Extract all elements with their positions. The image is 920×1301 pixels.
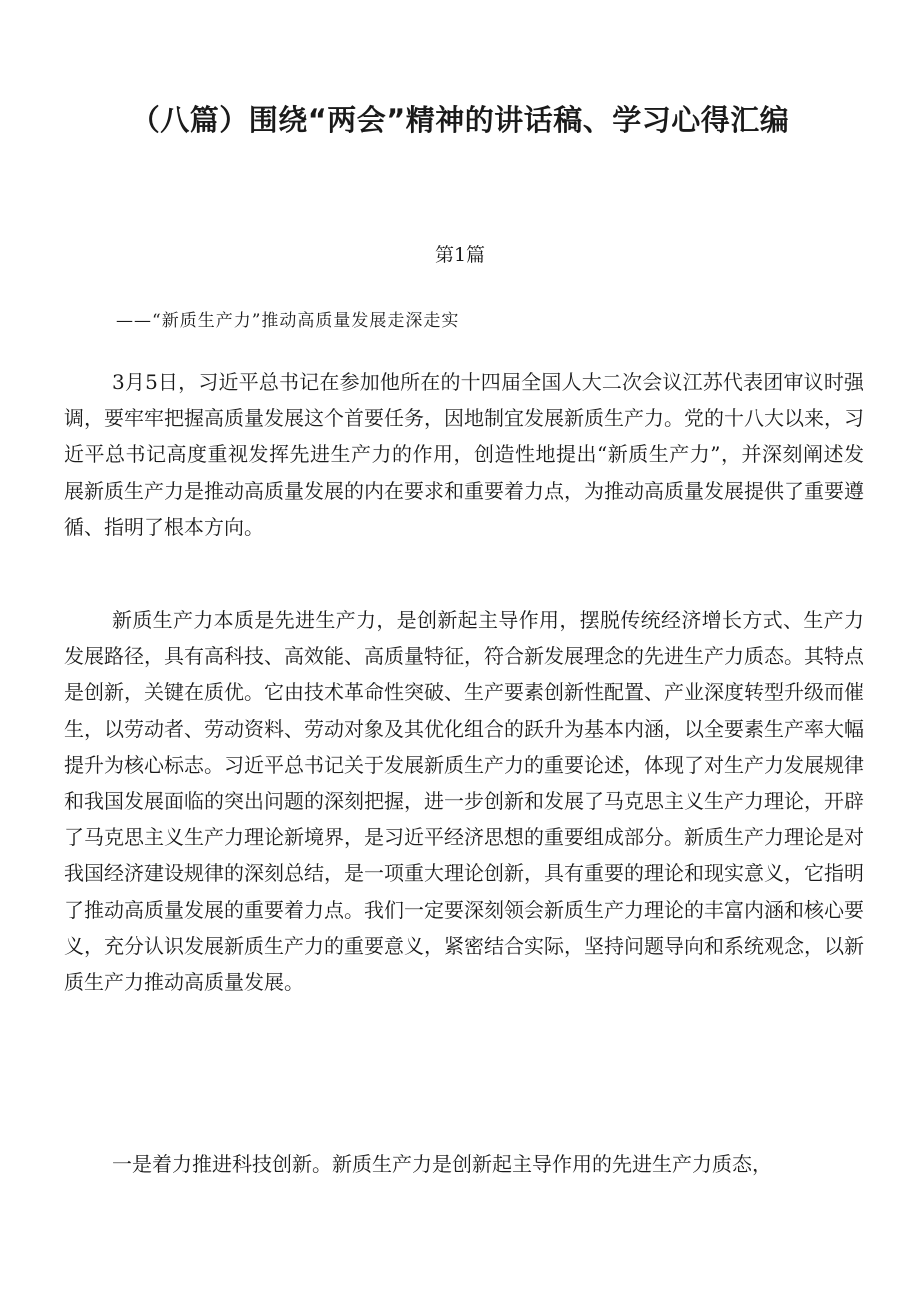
document-subtitle: ——“新质生产力”推动高质量发展走深走实 xyxy=(116,311,460,331)
paragraph: 新质生产力本质是先进生产力，是创新起主导作用，摆脱传统经济增长方式、生产力发展路径，具有高科技、高效能、高质量特征，符合新发展理念的先进生产力质态。其特点是创新，关键在质优。它由技术革命性突破、生产要素创新性配置、产业深度转型升级而催生，以劳动者、劳动资料、劳动对象及其优化组合的跃升为基本内涵，以全要素生产率大幅提升为核心标志。习近平总书记关于发展新质生产力的重要论述，体现了对生产力发展规律和我国发展面临的突出问题的深刻把握，进一步创新和发展了马克思主义生产力理论，开辟了马克思主义生产力理论新境界，是习近平经济思想的重要组成部分。新质生产力理论是对我国经济建设规律的深刻总结，是一项重大理论创新，具有重要的理论和现实意义，它指明了推动高质量发展的重要着力点。我们一定要深刻领会新质生产力理论的丰富内涵和核心要义，充分认识发展新质生产力的重要意义，紧密结合实际，坚持问题导向和系统观念，以新质生产力推动高质量发展。 xyxy=(64,608,864,995)
part-heading: 第1篇 xyxy=(434,244,486,266)
paragraph: 一是着力推进科技创新。新质生产力是创新起主导作用的先进生产力质态， xyxy=(112,1152,772,1176)
document-title: （八篇）围绕“两会”精神的讲话稿、学习心得汇编 xyxy=(130,103,790,137)
paragraph: 3月5日，习近平总书记在参加他所在的十四届全国人大二次会议江苏代表团审议时强调，要牢牢把握高质量发展这个首要任务，因地制宜发展新质生产力。党的十八大以来，习近平总书记高度重视发挥先进生产力的作用，创造性地提出“新质生产力”，并深刻阐述发展新质生产力是推动高质量发展的内在要求和重要着力点，为推动高质量发展提供了重要遵循、指明了根本方向。 xyxy=(64,370,864,539)
